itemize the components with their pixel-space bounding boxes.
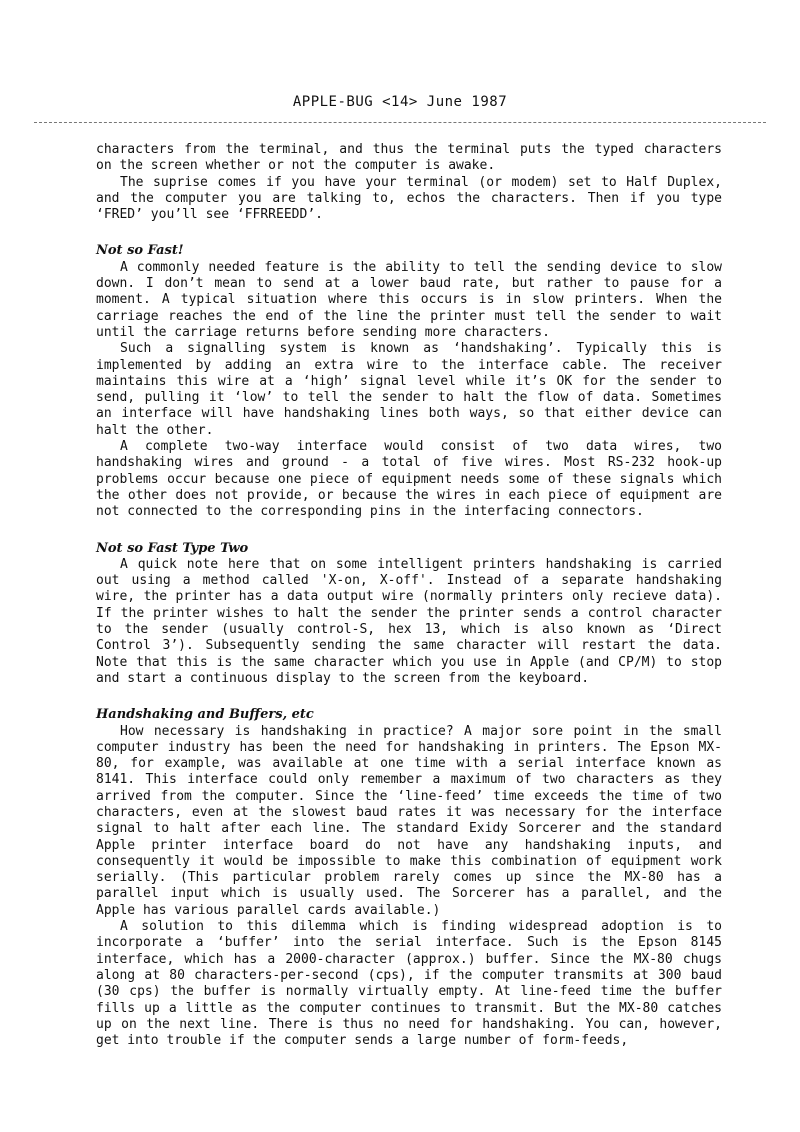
paragraph-6: A quick note here that on some intelligent printers handshaking is carried out using a method called 'X-on, X-off'. Instead of a separate handshaking wire, the printer has a data output wire (normally printers only recieve data). If the printer wishes to halt the sender the printer sends a control character to the sender (usually control-S, hex 13, which is also known as ‘Direct Control 3’). Subsequently sending the same character will restart the data. Note that this is the same character which you use in Apple (and CP/M) to stop and start a continuous display to the screen from the keyboard. — [96, 556, 722, 686]
paragraph-7: How necessary is handshaking in practice? A major sore point in the small computer industry has been the need for handshaking in printers. The Epson MX-80, for example, was available at one time with a serial interface known as 8141. This interface could only remember a maximum of two characters as they arrived from the computer. Since the ‘line-feed’ time exceeds the time of two characters, even at the slowest baud rates it was necessary for the interface signal to halt after each line. The standard Exidy Sorcerer and the standard Apple printer interface board do not have any handshaking inputs, and consequently it would be impossible to make this combination of equipment work serially. (This particular problem rarely comes up since the MX-80 has a parallel input which is usually used. The Sorcerer has a parallel, and the Apple has various parallel cards available.) — [96, 723, 722, 918]
section-heading-not-so-fast: Not so Fast! — [96, 243, 184, 259]
paragraph-5: A complete two-way interface would consist of two data wires, two handshaking wires and ground - a total of five wires. Most RS-232 hook-up problems occur because one piece of equipment needs some of these signals which the other does not provide, or because the wires in each piece of equipment are not connected to the corresponding pins in the interfacing connectors. — [96, 439, 722, 520]
paragraph-3: A commonly needed feature is the ability to tell the sending device to slow down. I don’t mean to send at a lower baud rate, but rather to pause for a moment. A typical situation where this occurs is in slow printers. When the carriage reaches the end of the line the printer must tell the sender to wait until the carriage returns before sending more characters. — [96, 259, 722, 340]
section-heading-handshaking-buffers: Handshaking and Buffers, etc — [96, 707, 314, 723]
section-heading-type-two: Not so Fast Type Two — [96, 540, 249, 556]
page-header: APPLE-BUG <14> June 1987 — [292, 94, 508, 110]
paragraph-2: The suprise comes if you have your terminal (or modem) set to Half Duplex, and the computer you are talking to, echos the characters. Then if you type ‘FRED’ you’ll see ‘FFRREEDD’. — [96, 174, 722, 223]
paragraph-8: A solution to this dilemma which is finding widespread adoption is to incorporate a ‘buffer’ into the serial interface. Such is the Epson 8145 interface, which has a 2000-character (approx.) buffer. Since the MX-80 chugs along at 80 characters-per-second (cps), if the computer transmits at 300 baud (30 cps) the buffer is normally virtually empty. At line-feed time the buffer fills up a little as the computer continues to transmit. But the MX-80 catches up on the next line. There is thus no need for handshaking. You can, however, get into trouble if the computer sends a large number of form-feeds, — [96, 919, 722, 1049]
header-divider — [34, 122, 766, 123]
paragraph-1: characters from the terminal, and thus the terminal puts the typed characters on the screen whether or not the computer is awake. — [96, 142, 722, 174]
article-body — [96, 142, 722, 1049]
paragraph-4: Such a signalling system is known as ‘handshaking’. Typically this is implemented by adding an extra wire to the interface cable. The receiver maintains this wire at a ‘high’ signal level while it’s OK for the sender to send, pulling it ‘low’ to tell the sender to halt the flow of data. Sometimes an interface will have handshaking lines both ways, so that either device can halt the other. — [96, 341, 722, 438]
